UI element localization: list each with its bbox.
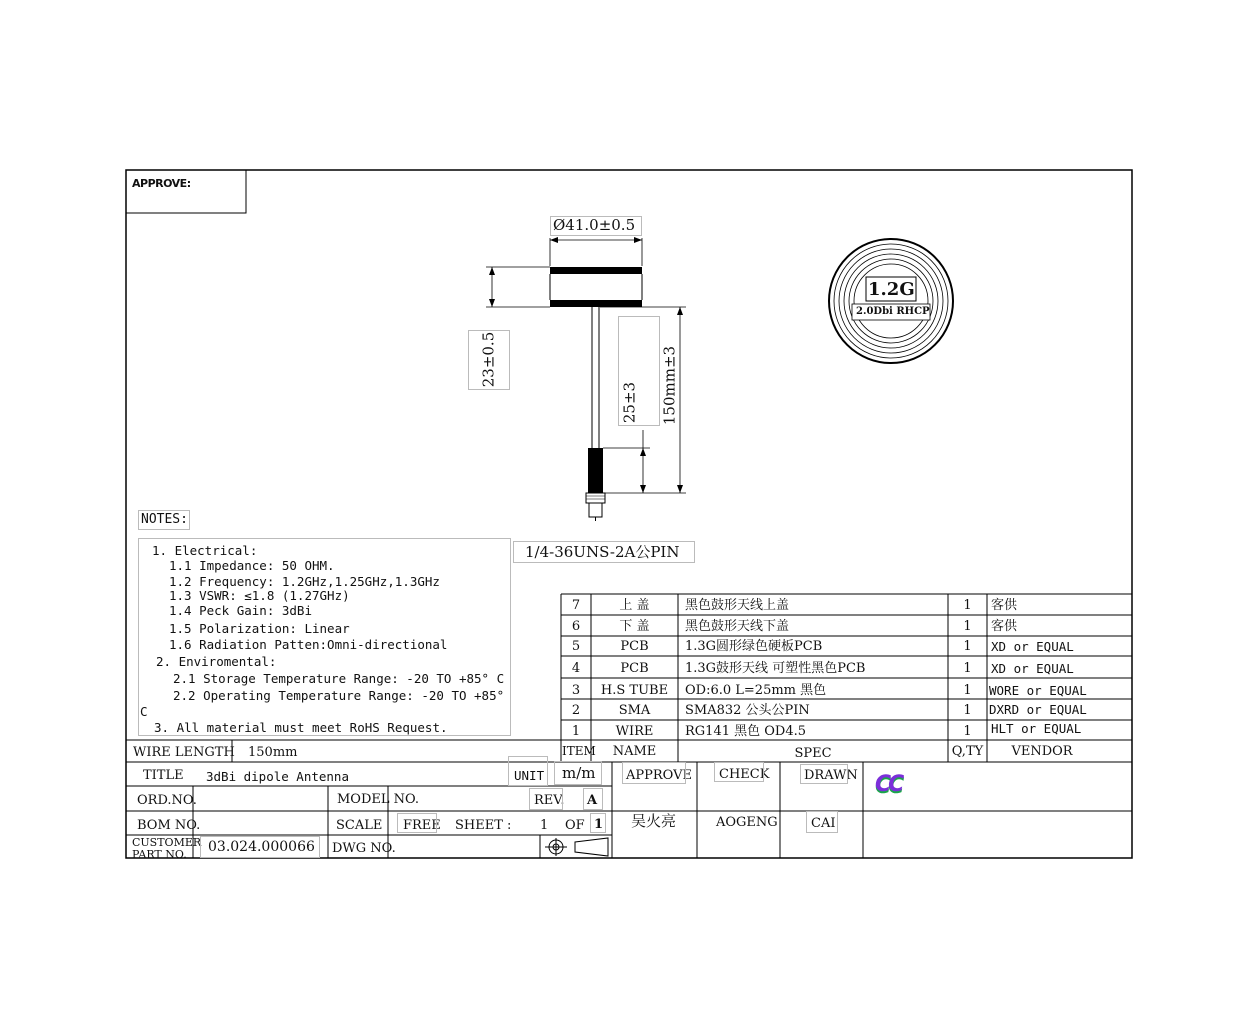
bom-name: WIRE xyxy=(615,724,654,739)
approve-name: 吴火亮 xyxy=(631,812,677,830)
label-disc-graphic xyxy=(829,239,953,363)
approve-label: APPROVE xyxy=(626,768,692,783)
rev-box xyxy=(529,788,563,810)
wire-length-value: 150mm xyxy=(248,745,298,760)
connector-spec: 1/4-36UNS-2A公PIN xyxy=(525,543,680,561)
note-line: 1.1 Impedance: 50 OHM. xyxy=(169,558,335,573)
bom-name: SMA xyxy=(618,703,651,718)
projection-symbol xyxy=(545,838,608,856)
bom-vendor: DXRD or EQUAL xyxy=(989,702,1087,717)
disc-label-gain: 2.0Dbi RHCP xyxy=(856,306,930,317)
bom-item: 3 xyxy=(571,683,581,698)
rev-value: A xyxy=(587,793,598,808)
check-box xyxy=(714,762,764,782)
bom-header-vendor: VENDOR xyxy=(1011,744,1073,759)
scale-value-box xyxy=(397,813,437,833)
bom-header-spec: SPEC xyxy=(794,746,832,761)
bom-item: 5 xyxy=(571,639,581,654)
bom-qty: 1 xyxy=(963,724,972,739)
approve-box xyxy=(622,762,686,784)
rev-value-box xyxy=(583,788,603,810)
bom-name: H.S TUBE xyxy=(600,683,669,698)
unit-box xyxy=(508,756,548,786)
bom-spec: SMA832 公头公PIN xyxy=(685,703,810,718)
bom-name: 下 盖 xyxy=(619,619,650,634)
note-line: 1.2 Frequency: 1.2GHz,1.25GHz,1.3GHz xyxy=(169,574,440,589)
bom-item: 1 xyxy=(571,724,581,739)
disc-label-freq: 1.2G xyxy=(868,279,915,300)
customer-part-no: 03.024.000066 xyxy=(208,839,315,855)
note-line: 1.6 Radiation Patten:Omni-directional xyxy=(169,637,448,652)
scale-label: SCALE xyxy=(336,818,383,833)
unit-value-box xyxy=(554,761,602,785)
drawn-box xyxy=(800,764,848,784)
title-label: TITLE xyxy=(143,768,184,783)
bom-item: 2 xyxy=(571,703,581,718)
model-no-label: MODEL NO. xyxy=(337,792,420,807)
company-logo: CC xyxy=(875,772,902,797)
bom-header-name: NAME xyxy=(612,744,657,759)
of-label: OF xyxy=(565,818,585,833)
bom-name: 上 盖 xyxy=(619,598,650,613)
sheet-label: SHEET : xyxy=(455,818,512,833)
bom-spec: 1.3G圆形绿色硬板PCB xyxy=(685,639,823,654)
bom-item: 7 xyxy=(571,598,581,613)
bom-qty: 1 xyxy=(963,661,972,676)
bom-spec: 1.3G鼓形天线 可塑性黑色PCB xyxy=(685,661,866,676)
bom-vendor: 客供 xyxy=(991,598,1018,613)
diameter-dimension: Ø41.0±0.5 xyxy=(553,216,636,234)
note-line: 2.1 Storage Temperature Range: -20 TO +85° C xyxy=(173,671,505,686)
drawn-name: CAI xyxy=(811,816,836,831)
bom-header-qty: Q,TY xyxy=(951,744,984,759)
bom-item: 4 xyxy=(571,661,581,676)
scale-value: FREE xyxy=(403,818,441,833)
bom-item: 6 xyxy=(571,619,581,634)
bom-vendor: 客供 xyxy=(991,619,1018,634)
check-name: AOGENG xyxy=(716,815,778,830)
bom-name: PCB xyxy=(620,639,649,654)
notes-title: NOTES: xyxy=(141,512,188,527)
ord-no-label: ORD.NO. xyxy=(137,793,197,808)
tube-length-dimension: 25±3 xyxy=(620,381,639,424)
customer-part-box xyxy=(200,836,320,858)
bom-spec: RG141 黑色 OD4.5 xyxy=(685,724,807,739)
sheet-value: 1 xyxy=(540,818,549,833)
note-line: 1.3 VSWR: ≤1.8 (1.27GHz) xyxy=(169,588,350,603)
rev-label: REV. xyxy=(534,793,565,808)
bom-qty: 1 xyxy=(963,598,972,613)
bom-qty: 1 xyxy=(963,703,972,718)
bom-qty: 1 xyxy=(963,639,972,654)
note-line: 1. Electrical: xyxy=(152,543,258,558)
note-line: C xyxy=(140,704,148,719)
drawn-label: DRAWN xyxy=(804,768,858,783)
bom-header-item: ITEM xyxy=(562,744,596,758)
note-line: 2. Enviromental: xyxy=(156,654,277,669)
unit-value: m/m xyxy=(562,764,596,782)
bom-qty: 1 xyxy=(963,683,972,698)
bom-vendor: XD or EQUAL xyxy=(991,661,1074,676)
note-line: 3. All material must meet RoHS Request. xyxy=(154,720,448,735)
title-value: 3dBi dipole Antenna xyxy=(206,769,349,784)
bom-vendor: WORE or EQUAL xyxy=(989,683,1087,698)
note-line: 1.5 Polarization: Linear xyxy=(169,621,350,636)
bom-spec: OD:6.0 L=25mm 黑色 xyxy=(685,683,827,698)
check-label: CHECK xyxy=(719,767,770,782)
customer-label-1: CUSTOMER xyxy=(132,836,202,849)
bom-qty: 1 xyxy=(963,619,972,634)
note-line: 2.2 Operating Temperature Range: -20 TO +85° xyxy=(173,688,505,703)
bom-vendor: XD or EQUAL xyxy=(991,639,1074,654)
unit-label: UNIT xyxy=(514,768,545,783)
customer-label-2: PART NO. xyxy=(132,848,187,861)
of-value: 1 xyxy=(594,817,604,832)
note-line: 1.4 Peck Gain: 3dBi xyxy=(169,603,312,618)
drawn-name-box xyxy=(806,811,838,833)
bom-name: PCB xyxy=(620,661,649,676)
cable-length-dimension: 150mm±3 xyxy=(660,345,679,426)
height-dimension: 23±0.5 xyxy=(479,331,498,388)
approve-box-label: APPROVE: xyxy=(132,177,191,190)
bom-no-label: BOM NO. xyxy=(137,818,201,833)
wire-length-label: WIRE LENGTH xyxy=(133,745,235,760)
dwg-no-label: DWG NO. xyxy=(332,841,396,856)
bom-spec: 黑色鼓形天线上盖 xyxy=(685,598,790,613)
bom-spec: 黑色鼓形天线下盖 xyxy=(685,619,790,634)
of-value-box xyxy=(590,813,606,833)
bom-vendor: HLT or EQUAL xyxy=(991,721,1082,736)
